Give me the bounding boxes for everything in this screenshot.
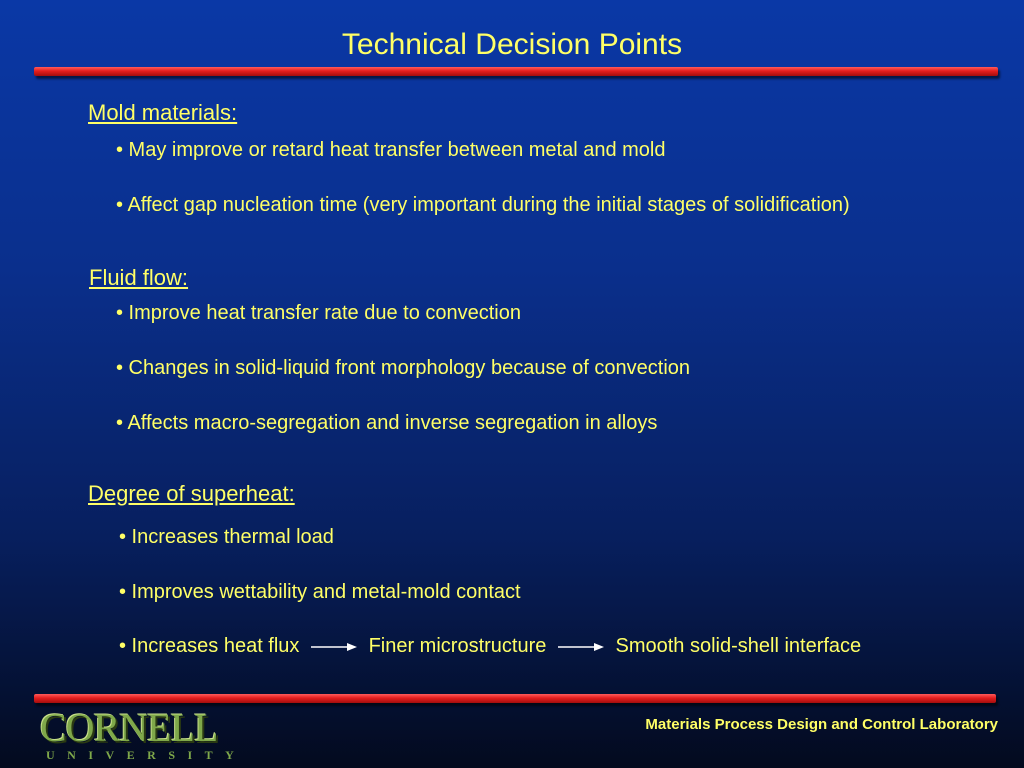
bullet-chain <box>119 634 861 658</box>
arrow-right-icon <box>311 642 357 652</box>
bottom-divider-bar <box>34 694 996 703</box>
cornell-logo <box>40 705 247 764</box>
bullet-item: • Increases thermal load <box>119 526 334 548</box>
bullet-item: • Affects macro-segregation and inverse segregation in alloys <box>116 412 658 434</box>
logo-wordmark: CORNELL <box>40 705 218 750</box>
chain-step-finer-microstructure: Finer microstructure <box>368 635 547 657</box>
bullet-item: • Changes in solid-liquid front morphology because of convection <box>116 357 691 379</box>
chain-step-heat-flux: • Increases heat flux <box>119 635 300 657</box>
arrow-right-icon <box>558 642 604 652</box>
bullet-item: • Improve heat transfer rate due to convection <box>116 302 521 324</box>
lab-name: Materials Process Design and Control Laboratory <box>645 716 998 733</box>
bullet-item: • Improves wettability and metal-mold contact <box>119 581 521 603</box>
bullet-item: • May improve or retard heat transfer between metal and mold <box>116 139 666 161</box>
section-heading-fluid-flow: Fluid flow: <box>89 265 189 290</box>
top-divider-bar <box>34 67 998 76</box>
slide-title: Technical Decision Points <box>341 28 683 61</box>
section-heading-mold-materials: Mold materials: <box>88 100 238 125</box>
section-heading-degree-of-superheat: Degree of superheat: <box>88 481 295 506</box>
chain-step-smooth-interface: Smooth solid-shell interface <box>615 635 862 657</box>
bullet-item: • Affect gap nucleation time (very important during the initial stages of solidification) <box>116 194 850 216</box>
logo-subtitle: UNIVERSITY <box>46 748 247 762</box>
